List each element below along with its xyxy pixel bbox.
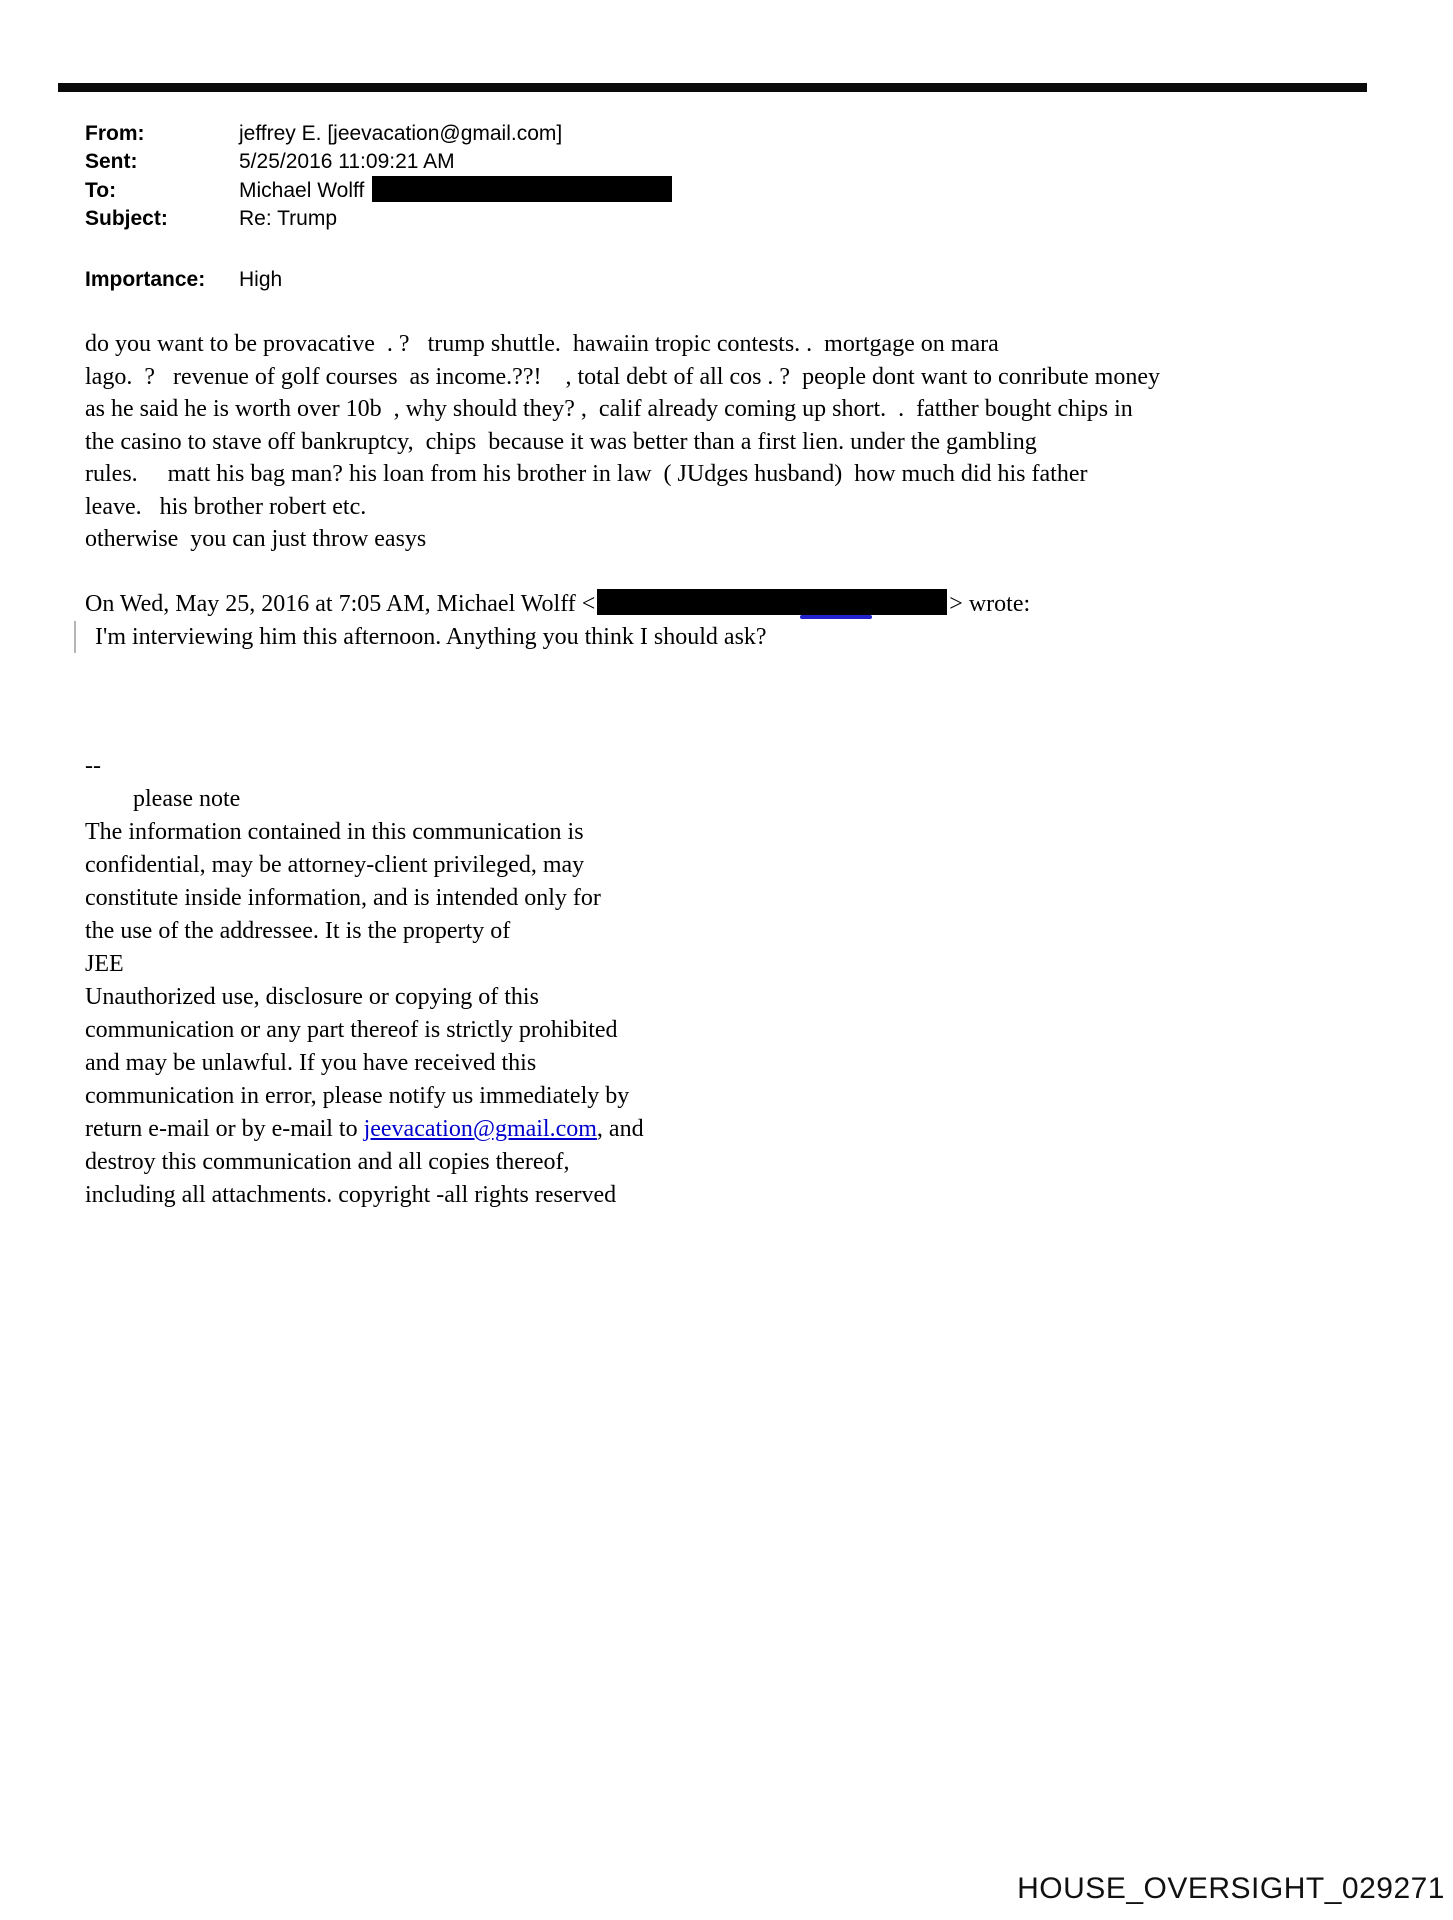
link-line-post: , and <box>596 1116 644 1142</box>
header-divider-rule <box>58 83 1367 92</box>
bates-number: HOUSE_OVERSIGHT_029271 <box>1017 1872 1445 1905</box>
from-label: From: <box>85 122 145 145</box>
signature-line: constitute inside information, and is intended only for <box>85 885 601 911</box>
signature-line: communication or any part thereof is strictly prohibited <box>85 1017 618 1043</box>
to-value: Michael Wolff <box>239 179 365 202</box>
body-line: lago. ? revenue of golf courses as income.??! , total debt of all cos . ? people dont want to conribute money <box>85 363 1160 390</box>
importance-value: High <box>239 268 283 291</box>
header-row-to <box>85 177 1385 204</box>
signature-line: and may be unlawful. If you have received this <box>85 1050 537 1076</box>
quoted-message <box>85 588 1415 653</box>
signature-line: JEE <box>85 951 124 977</box>
subject-label: Subject: <box>85 207 168 230</box>
body-line: the casino to stave off bankruptcy, chips because it was better than a first lien. under the gambling <box>85 428 1037 455</box>
signature-line: destroy this communication and all copies thereof, <box>85 1149 570 1175</box>
quote-attribution-line <box>85 588 1415 621</box>
signature-line: confidential, may be attorney-client privileged, may <box>85 852 585 878</box>
sent-value: 5/25/2016 11:09:21 AM <box>239 150 455 173</box>
signature-line: -- <box>85 753 101 779</box>
redacted-link-peek <box>800 615 872 619</box>
quoted-reply-text: I'm interviewing him this afternoon. Anything you think I should ask? <box>74 621 1415 654</box>
signature-line: the use of the addressee. It is the property of <box>85 918 511 944</box>
quote-attribution-post: > wrote: <box>949 591 1031 617</box>
from-value: jeffrey E. [jeevacation@gmail.com] <box>239 122 563 145</box>
body-line: rules. matt his bag man? his loan from his brother in law ( JUdges husband) how much did his father <box>85 461 1088 487</box>
to-redaction-bar <box>372 176 672 202</box>
body-line: do you want to be provacative . ? trump shuttle. hawaiin tropic contests. . mortgage on mara <box>85 331 999 357</box>
quote-email-redaction-bar <box>597 589 947 615</box>
email-link[interactable]: jeevacation@gmail.com <box>363 1116 597 1142</box>
body-line: leave. his brother robert etc. <box>85 493 367 520</box>
signature-line: Unauthorized use, disclosure or copying of this <box>85 984 539 1010</box>
signature-line: The information contained in this communication is <box>85 819 584 845</box>
signature-line: including all attachments. copyright -all rights reserved <box>85 1182 617 1208</box>
header-row-subject <box>85 205 1385 232</box>
sent-label: Sent: <box>85 150 138 173</box>
body-line: as he said he is worth over 10b , why should they? , calif already coming up short. . fatther bought chips in <box>85 396 1133 422</box>
to-label: To: <box>85 179 117 202</box>
quote-attribution-pre: On Wed, May 25, 2016 at 7:05 AM, Michael Wolff < <box>85 591 596 617</box>
body-line: otherwise you can just throw easys <box>85 526 427 552</box>
email-body <box>85 328 1415 556</box>
header-row-sent <box>85 148 1385 175</box>
signature-line: please note <box>85 786 241 812</box>
header-row-from <box>85 120 1385 147</box>
subject-value: Re: Trump <box>239 207 338 230</box>
header-row-importance <box>85 266 1385 293</box>
link-line-pre: return e-mail or by e-mail to <box>85 1116 364 1142</box>
signature-disclaimer <box>85 750 845 1212</box>
importance-label: Importance: <box>85 268 206 291</box>
signature-line: communication in error, please notify us immediately by <box>85 1083 630 1109</box>
signature-link-line <box>85 1113 845 1146</box>
